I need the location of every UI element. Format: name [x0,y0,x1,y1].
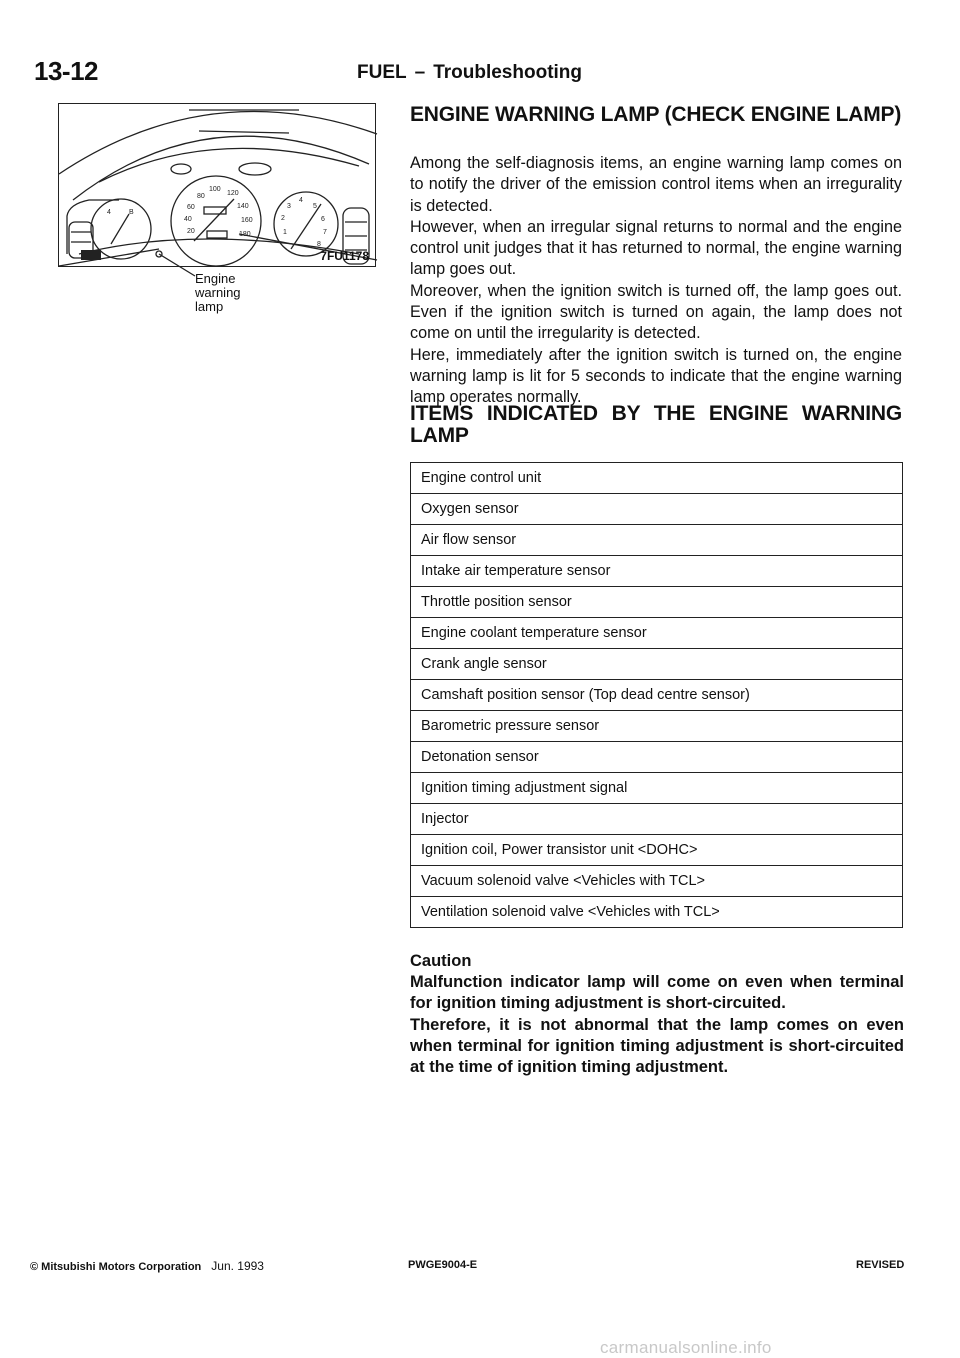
table-row [411,897,903,928]
figure-code: 7FU1178 [320,249,369,263]
page-header [357,62,582,84]
table-cell: Engine coolant temperature sensor [411,618,903,649]
figure-label-line: lamp [195,299,224,314]
table-cell: Vacuum solenoid valve <Vehicles with TCL> [411,866,903,897]
caution-text: Therefore, it is not abnormal that the lamp comes on even when terminal for ignition timing adjustment is short-circuited at the time of ignition timing adjustment. [410,1015,904,1077]
table-row [411,556,903,587]
table-row [411,649,903,680]
svg-text:40: 40 [184,216,192,223]
table-row [411,711,903,742]
table-row [411,835,903,866]
caution-block [410,951,904,1078]
table-cell: Crank angle sensor [411,649,903,680]
table-row [411,742,903,773]
svg-text:160: 160 [241,217,253,224]
figure-label-line: Engine [195,271,236,286]
header-dash: – [414,62,426,83]
section-body [410,153,902,409]
svg-text:3: 3 [287,203,291,210]
page-number: 13-12 [34,56,98,86]
body-paragraph: Here, immediately after the ignition switch is turned on, the engine warning lamp is lit for 5 seconds to indicate that the engine warning lamp operates normally. [410,345,902,407]
table-cell: Engine control unit [411,463,903,494]
svg-text:60: 60 [187,204,195,211]
table-row [411,773,903,804]
table-cell: Throttle position sensor [411,587,903,618]
instrument-cluster-drawing [59,104,377,268]
table-row [411,463,903,494]
table-row [411,587,903,618]
caution-text: Malfunction indicator lamp will come on even when terminal for ignition timing adjustment is short-circuited. [410,973,904,1013]
section-title-engine-warning-lamp: ENGINE WARNING LAMP (CHECK ENGINE LAMP) [410,103,902,126]
table-row [411,680,903,711]
instrument-cluster-figure [58,103,376,314]
table-cell: Ignition coil, Power transistor unit <DOHC> [411,835,903,866]
table-cell: Ventilation solenoid valve <Vehicles with TCL> [411,897,903,928]
svg-text:180: 180 [239,231,251,238]
header-section: FUEL [357,62,407,83]
svg-text:5: 5 [313,203,317,210]
svg-text:80: 80 [197,193,205,200]
table-row [411,804,903,835]
copyright-text: © Mitsubishi Motors Corporation [30,1261,202,1273]
table-row [411,494,903,525]
figure-label [195,272,241,314]
svg-text:7: 7 [323,229,327,236]
table-cell: Oxygen sensor [411,494,903,525]
table-cell: Barometric pressure sensor [411,711,903,742]
svg-text:4: 4 [107,209,111,216]
svg-text:20: 20 [187,228,195,235]
svg-text:100: 100 [209,186,221,193]
footer-date: Jun. 1993 [211,1259,264,1273]
table-row [411,525,903,556]
footer-copyright [30,1259,264,1273]
header-subsection: Troubleshooting [433,62,583,83]
svg-text:1: 1 [283,229,287,236]
table-cell: Ignition timing adjustment signal [411,773,903,804]
svg-text:2: 2 [281,215,285,222]
caution-heading: Caution [410,952,472,970]
svg-text:B: B [129,209,134,216]
table-cell: Intake air temperature sensor [411,556,903,587]
items-table [410,462,903,928]
svg-text:140: 140 [237,203,249,210]
table-row [411,866,903,897]
body-paragraph: Among the self-diagnosis items, an engine warning lamp comes on to notify the driver of the emission control items when an irregurality is detected. [410,154,902,215]
body-paragraph: Moreover, when the ignition switch is turned off, the lamp goes out. Even if the ignition switch is turned on again, the lamp does not come on until the irregularity is detected. [410,281,902,343]
figure-label-line: warning [195,285,241,300]
footer-doc-code: PWGE9004-E [408,1259,478,1271]
footer-status: REVISED [856,1259,905,1271]
section-title-items: ITEMS INDICATED BY THE ENGINE WARNING LAMP [410,402,902,447]
svg-text:6: 6 [321,216,325,223]
table-cell: Air flow sensor [411,525,903,556]
table-cell: Camshaft position sensor (Top dead centre sensor) [411,680,903,711]
watermark: carmanualsonline.info [600,1338,772,1357]
table-cell: Detonation sensor [411,742,903,773]
svg-text:8: 8 [317,241,321,248]
table-cell: Injector [411,804,903,835]
table-row [411,618,903,649]
svg-text:4: 4 [299,197,303,204]
body-paragraph: However, when an irregular signal returns to normal and the engine control unit judges that it has returned to normal, the engine warning lamp goes out. [410,217,902,279]
svg-text:120: 120 [227,190,239,197]
